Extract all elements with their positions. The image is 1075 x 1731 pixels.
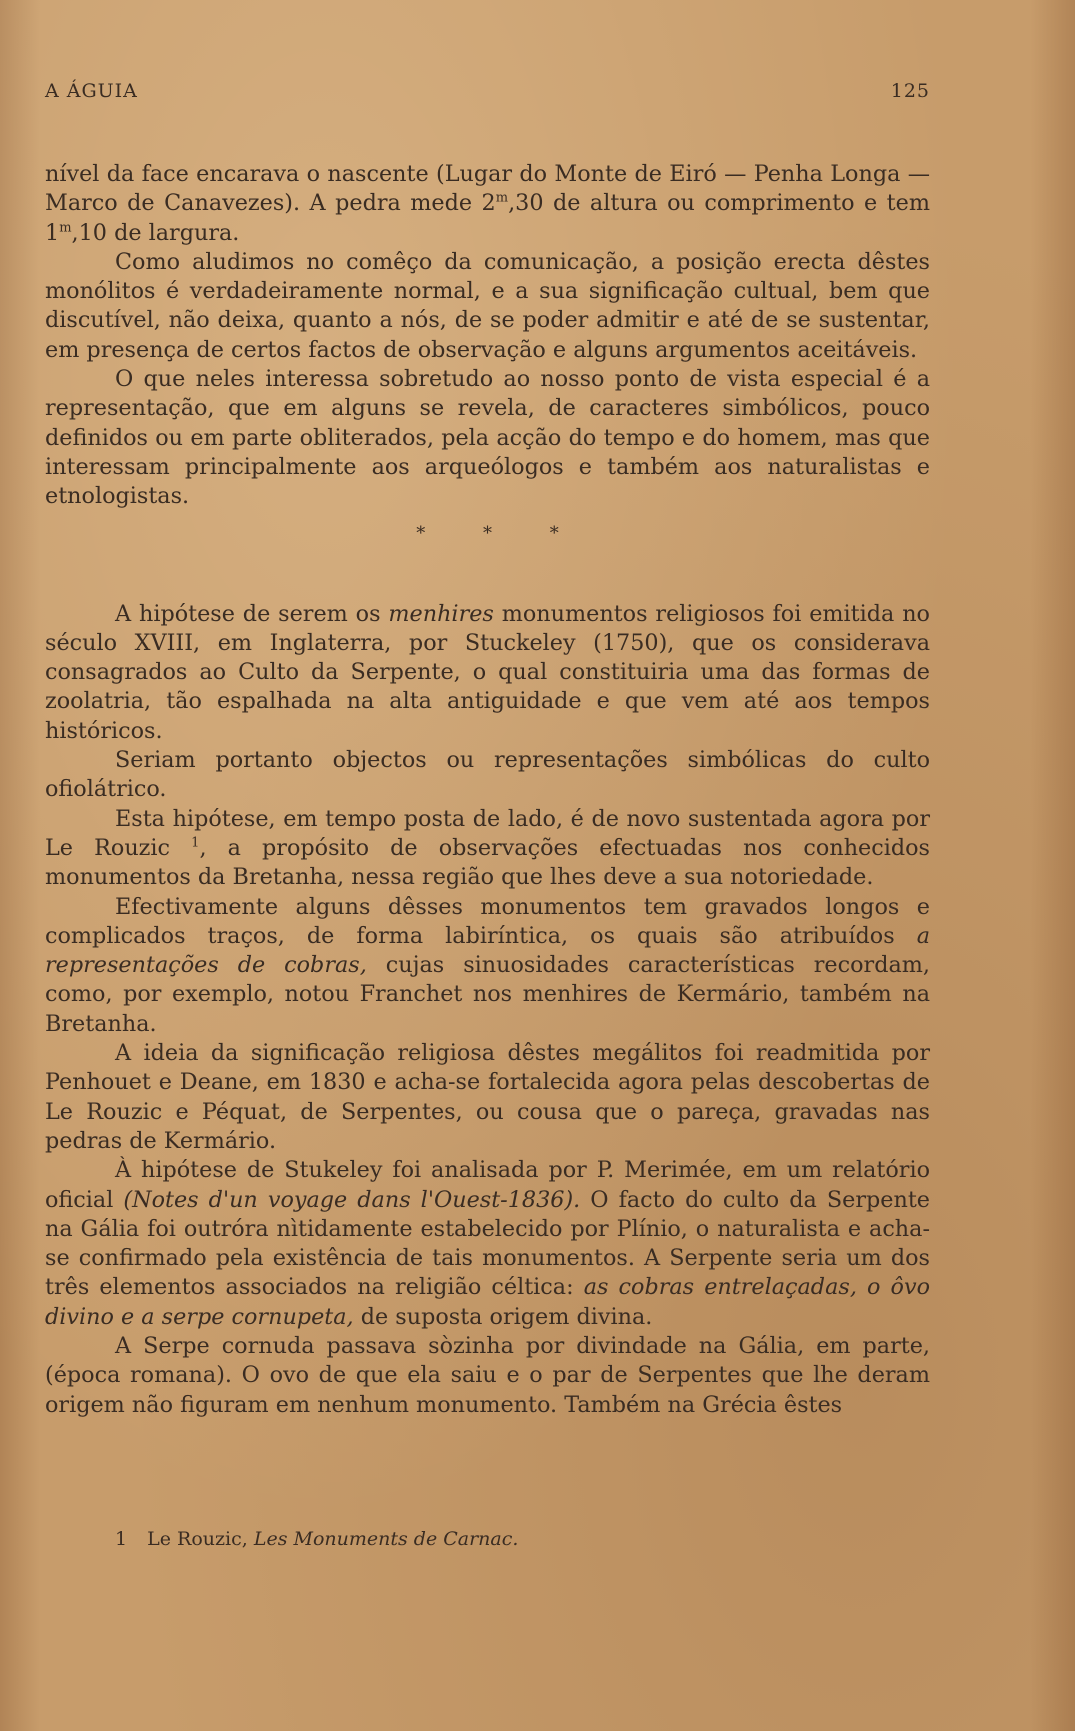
paragraph-7	[45, 893, 930, 1039]
italic-phrase: a representações de cobras,	[45, 922, 930, 979]
paragraph-6	[45, 805, 930, 893]
running-header	[45, 80, 930, 102]
paragraph-10: A Serpe cornuda passava sòzinha por divindade na Gália, em parte, (época romana). O ovo de que ela saiu e o par de Serpentes que lhe deram origem não figuram em nenhum monumento. Também na Grécia êstes	[45, 1332, 930, 1418]
text-span: À hipótese de Stukeley foi analisada por P. Merimée, em um relatório oficial	[45, 1157, 930, 1213]
text-span: Efectivamente alguns dêsses monumentos tem gravados longos e complicados traços, de forma labiríntica, os quais são atribuídos	[45, 893, 930, 949]
paragraph-1	[45, 160, 930, 248]
page-number: 125	[890, 80, 930, 102]
text-span: O facto do culto da Serpente na Gália foi outróra nìtidamente estabelecido por Plínio, o naturalista e acha-se confirmado pela existência de tais monumentos. A Serpente seria um dos três elementos associados na religião céltica:	[45, 1186, 930, 1301]
italic-citation: (Notes d'un voyage dans l'Ouest-1836).	[123, 1186, 581, 1213]
text-span: , a propósito de observações efectuadas nos conhecidos monumentos da Bretanha, nessa região que lhes deve a sua notoriedade.	[45, 834, 931, 891]
section-separator: * * *	[416, 522, 585, 544]
paragraph-8: A ideia da significação religiosa dêstes megálitos foi readmitida por Penhouet e Deane, em 1830 e acha-se fortalecida agora pelas descobertas de Le Rouzic e Péquat, de Serpentes, ou cousa que o pareça, gravadas nas pedras de Kermário.	[45, 1040, 930, 1154]
text-span: de suposta origem divina.	[353, 1303, 653, 1330]
italic-term: menhires	[388, 600, 494, 627]
text-span: ,10 de largura.	[71, 219, 240, 246]
footnote-reference[interactable]: 1	[191, 835, 200, 851]
main-text	[45, 160, 930, 1420]
paragraph-5: Seriam portanto objectos ou representações simbólicas do culto ofiolátrico.	[45, 747, 930, 803]
footnote-title: Les Monuments de Carnac.	[253, 1528, 519, 1550]
text-span: cujas sinuosidades características recordam, como, por exemplo, notou Franchet nos menhires de Kermário, também na Bretanha.	[45, 952, 930, 1037]
italic-phrase: as cobras entrelaçadas, o ôvo divino e a serpe cornupeta,	[45, 1274, 930, 1330]
text-span: nível da face encarava o nascente (Lugar do Monte de Eiró — Penha Longa — Marco de Canavezes). A pedra mede 2	[45, 161, 930, 217]
paragraph-2: Como aludimos no comêço da comunicação, a posição erecta dêstes monólitos é verdadeiramente normal, e a sua significação cultual, bem que discutível, não deixa, quanto a nós, de se poder admitir e até de se sustentar, em presença de certos factos de observação e alguns argumentos aceitáveis.	[45, 248, 930, 363]
superscript-unit: m	[495, 190, 509, 206]
paragraph-3: O que neles interessa sobretudo ao nosso ponto de vista especial é a representação, que em alguns se revela, de caracteres simbólicos, pouco definidos ou em parte obliterados, pela acção do tempo e do homem, mas que interessam principalmente aos arqueólogos e também aos naturalistas e etnologistas.	[45, 366, 930, 510]
journal-title: A ÁGUIA	[45, 80, 138, 102]
footnote	[115, 1528, 930, 1550]
footnote-number: 1	[115, 1528, 128, 1550]
text-span: A hipótese de serem os	[115, 600, 389, 627]
paragraph-4	[45, 600, 930, 746]
superscript-unit: m	[59, 220, 72, 236]
text-span: monumentos religiosos foi emitida no século XVIII, em Inglaterra, por Stuckeley (1750), que os considerava consagrados ao Culto da Serpente, o qual constituiria uma das formas de zoolatria, tão espalhada na alta antiguidade e que vem até aos tempos históricos.	[45, 600, 930, 744]
text-span: Esta hipótese, em tempo posta de lado, é de novo sustentada agora por Le Rouzic	[45, 805, 930, 861]
footnote-author: Le Rouzic,	[147, 1528, 248, 1550]
text-span: ,30 de altura ou comprimento e tem 1	[45, 190, 930, 246]
paragraph-9	[45, 1156, 930, 1332]
